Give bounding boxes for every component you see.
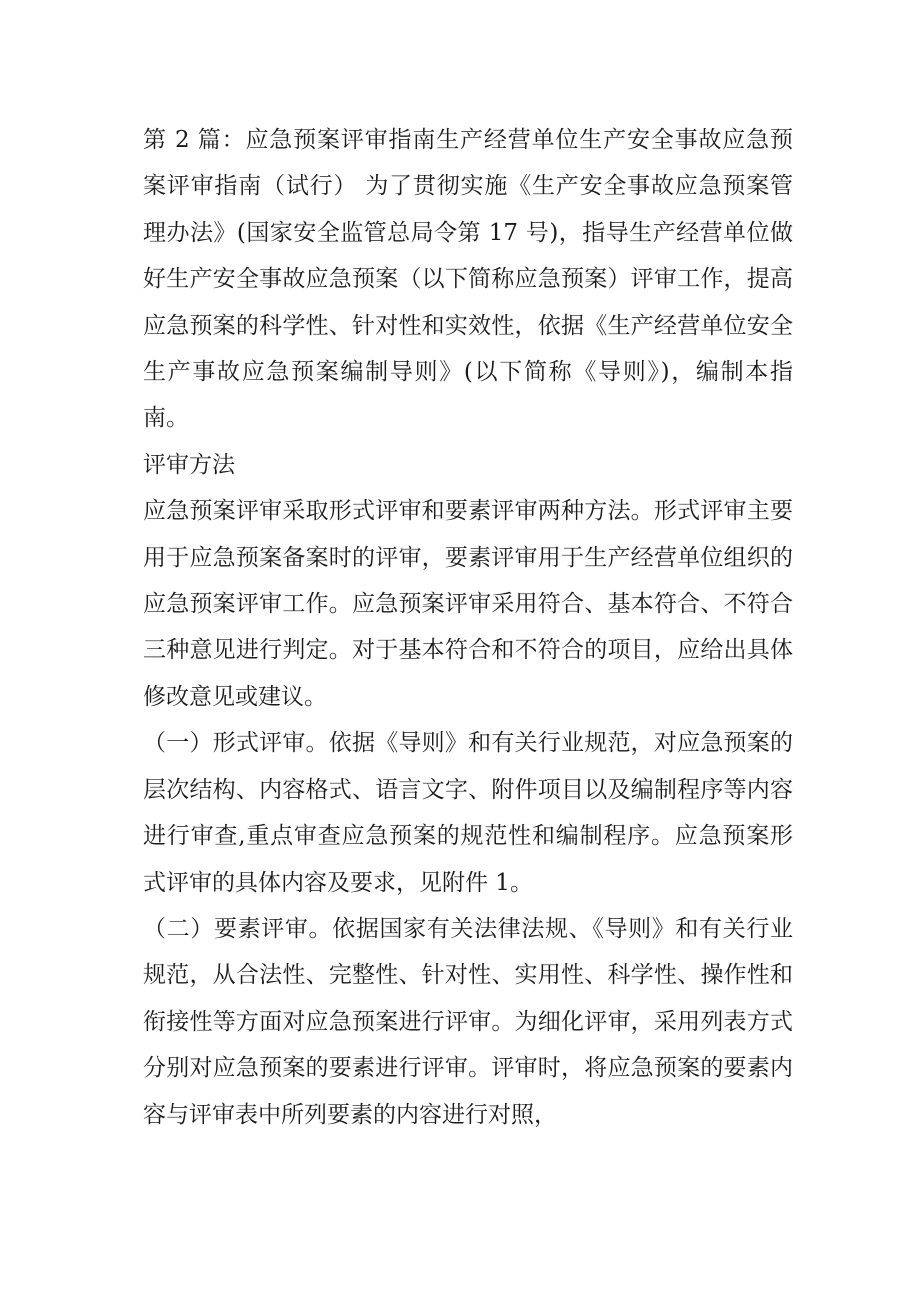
section-heading-review-method: 评审方法 — [143, 451, 235, 478]
formal-review-paragraph: （一）形式评审。依据《导则》和有关行业规范，对应急预案的层次结构、内容格式、语言文字、附件项目以及编制程序等内容进行审查,重点审查应急预案的规范性和编制程序。应急预案形式评审的具体内容及要求，见附件 1。 — [143, 730, 793, 896]
intro-paragraph: 第 2 篇：应急预案评审指南生产经营单位生产安全事故应急预案评审指南（试行） 为了贯彻实施《生产安全事故应急预案管理办法》(国家安全监管总局令第 17 号)，指导生产经营单位做好生产安全事故应急预案（以下简称应急预案）评审工作，提高应急预案的科学性、针对性和实效性，依据《生产经营单位安全生产事故应急预案编制导则》(以下简称《导则》)，编制本指南。 — [143, 127, 793, 432]
element-review-paragraph: （二）要素评审。依据国家有关法律法规、《导则》和有关行业规范，从合法性、完整性、针对性、实用性、科学性、操作性和衔接性等方面对应急预案进行评审。为细化评审，采用列表方式分别对应急预案的要素进行评审。评审时，将应急预案的要素内容与评审表中所列要素的内容进行对照， — [143, 915, 793, 1128]
review-method-paragraph: 应急预案评审采取形式评审和要素评审两种方法。形式评审主要用于应急预案备案时的评审，要素评审用于生产经营单位组织的应急预案评审工作。应急预案评审采用符合、基本符合、不符合三种意见进行判定。对于基本符合和不符合的项目，应给出具体修改意见或建议。 — [143, 498, 793, 710]
document-body — [143, 117, 793, 1138]
